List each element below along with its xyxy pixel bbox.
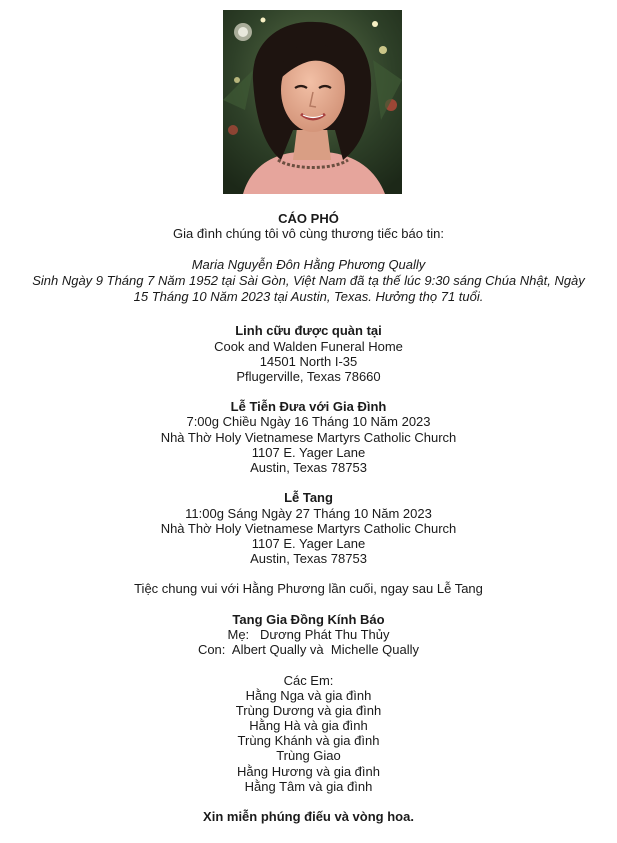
funeral-line: 11:00g Sáng Ngày 27 Tháng 10 Năm 2023 bbox=[185, 506, 432, 521]
farewell-line: 1107 E. Yager Lane bbox=[251, 445, 366, 460]
funeral-line: Nhà Thờ Holy Vietnamese Martyrs Catholic Church bbox=[160, 521, 457, 536]
viewing-line: Cook and Walden Funeral Home bbox=[214, 339, 403, 354]
deceased-bio-line-2: 15 Tháng 10 Năm 2023 tại Austin, Texas. Hưởng thọ 71 tuổi. bbox=[133, 289, 484, 304]
funeral-line: Austin, Texas 78753 bbox=[250, 551, 367, 566]
deceased-bio-line-1: Sinh Ngày 9 Tháng 7 Năm 1952 tại Sài Gòn, Việt Nam đã tạ thế lúc 9:30 sáng Chúa Nhật, Ngày bbox=[32, 273, 585, 288]
deceased-name: Maria Nguyễn Đôn Hằng Phương Qually bbox=[191, 257, 426, 272]
funeral-line: 1107 E. Yager Lane bbox=[251, 536, 366, 551]
family-mother: Mẹ: Dương Phát Thu Thủy bbox=[227, 627, 390, 642]
farewell-line: Nhà Thờ Holy Vietnamese Martyrs Catholic Church bbox=[160, 430, 457, 445]
sibling-item: Hằng Nga và gia đình bbox=[245, 688, 372, 703]
obituary-title: CÁO PHÓ bbox=[278, 211, 339, 226]
farewell-heading: Lễ Tiễn Đưa với Gia Đình bbox=[230, 399, 387, 414]
viewing-line: 14501 North I-35 bbox=[259, 354, 358, 369]
sibling-item: Trùng Giao bbox=[276, 748, 341, 763]
intro-text: Gia đình chúng tôi vô cùng thương tiếc báo tin: bbox=[173, 226, 444, 241]
family-heading: Tang Gia Đồng Kính Báo bbox=[232, 612, 385, 627]
sibling-item: Trùng Khánh và gia đình bbox=[237, 733, 380, 748]
viewing-heading: Linh cữu được quàn tại bbox=[235, 323, 382, 338]
funeral-heading: Lễ Tang bbox=[284, 490, 333, 505]
portrait-photo bbox=[223, 10, 402, 194]
sibling-item: Hằng Tâm và gia đình bbox=[244, 779, 373, 794]
portrait-photo-drawing bbox=[223, 10, 402, 194]
sibling-item: Hằng Hà và gia đình bbox=[249, 718, 368, 733]
family-children: Con: Albert Qually và Michelle Qually bbox=[197, 642, 420, 657]
sibling-item: Trùng Dương và gia đình bbox=[235, 703, 382, 718]
closing-note: Xin miễn phúng điếu và vòng hoa. bbox=[203, 809, 414, 824]
sibling-item: Hằng Hương và gia đình bbox=[237, 764, 380, 779]
reception-note: Tiệc chung vui với Hằng Phương lần cuối, ngay sau Lễ Tang bbox=[134, 581, 483, 596]
farewell-line: 7:00g Chiều Ngày 16 Tháng 10 Năm 2023 bbox=[186, 414, 431, 429]
farewell-line: Austin, Texas 78753 bbox=[250, 460, 367, 475]
siblings-heading: Các Em: bbox=[283, 673, 334, 688]
viewing-line: Pflugerville, Texas 78660 bbox=[236, 369, 381, 384]
